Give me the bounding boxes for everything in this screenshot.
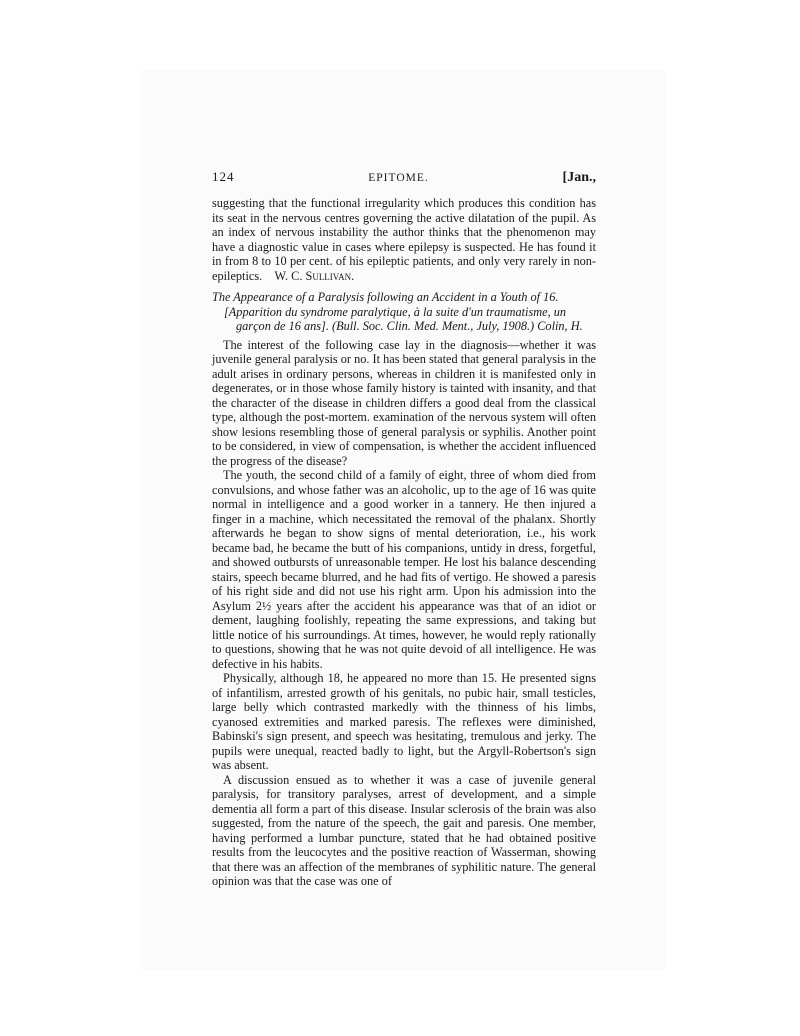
intro-text: suggesting that the functional irregularity which produces this condition has its seat in the nervous centres governing the active dilatation of the pupil. As an index of nervous instability the author thinks that the phenomenon may have a diagnostic value in cases where epilepsy is suspected. He has found it in from 8 to 10 per cent. of his epileptic patients, and only very rarely in non-epileptics.	[212, 196, 596, 283]
running-title: EPITOME.	[368, 172, 429, 184]
paragraph-1: The interest of the following case lay in the diagnosis—whether it was juvenile general paralysis or no. It has been stated that general paralysis in the adult arises in ordinary persons, whereas in children it is manifested only in degenerates, or in those whose family history is tainted with insanity, and that the character of the disease in children differs a good deal from the classical type, although the post-mortem. examination of the nervous system will often show lesions resembling those of general paralysis or syphilis. Another point to be considered, in view of compensation, is whether the accident influenced the progress of the disease?	[212, 337, 596, 468]
paragraph-2: The youth, the second child of a family of eight, three of whom died from convulsions, and whose father was an alcoholic, up to the age of 16 was quite normal in intelligence and a good worker in a tannery. He then injured a finger in a machine, which necessitated the removal of the phalanx. Shortly afterwards he began to show signs of mental deterioration, i.e., his work became bad, he became the butt of his companions, untidy in dress, forgetful, and showed outbursts of unreasonable temper. He lost his balance descending stairs, speech became blurred, and he had fits of vertigo. He showed a paresis of his right side and did not use his right arm. Upon his admission into the Asylum 2½ years after the accident his appearance was that of an idiot or dement, laughing foolishly, repeating the same expressions, and taking but little notice of his surroundings. At times, however, he would reply rationally to questions, showing that he was not quite devoid of all intelligence. He was defective in his habits.	[212, 468, 596, 671]
intro-paragraph	[212, 196, 596, 283]
reference-title: The Appearance of a Paralysis following an Accident in a Youth of 16.	[212, 290, 559, 304]
date-mark: [Jan.,	[562, 170, 596, 185]
page-number: 124	[212, 169, 235, 184]
reference-source: [Apparition du syndrome paralytique, à la suite d'un traumatisme, un garçon de 16 ans]. (Bull. Soc. Clin. Med. Ment., July, 1908.) Colin, H.	[224, 304, 583, 333]
running-head	[212, 170, 596, 186]
article-reference	[212, 290, 596, 334]
intro-signature: W. C. Sullivan.	[274, 268, 355, 283]
paragraph-3: Physically, although 18, he appeared no more than 15. He presented signs of infantilism, arrested growth of his genitals, no pubic hair, small testicles, large belly which contrasted markedly with the thinness of his limbs, cyanosed extremities and marked paresis. The reflexes were diminished, Babinski's sign present, and speech was hesitating, tremulous and jerky. The pupils were unequal, reacted badly to light, but the Argyll-Robertson's sign was absent.	[212, 671, 596, 772]
page-content	[212, 170, 596, 889]
paragraph-4: A discussion ensued as to whether it was a case of juvenile general paralysis, for transitory paralyses, arrest of development, and a simple dementia all form a part of this disease. Insular sclerosis of the brain was also suggested, from the nature of the speech, the gait and paresis. One member, having performed a lumbar puncture, stated that he had obtained positive results from the leucocytes and the positive reaction of Wasserman, showing that there was an affection of the membranes of syphilitic nature. The general opinion was that the case was one of	[212, 772, 596, 888]
